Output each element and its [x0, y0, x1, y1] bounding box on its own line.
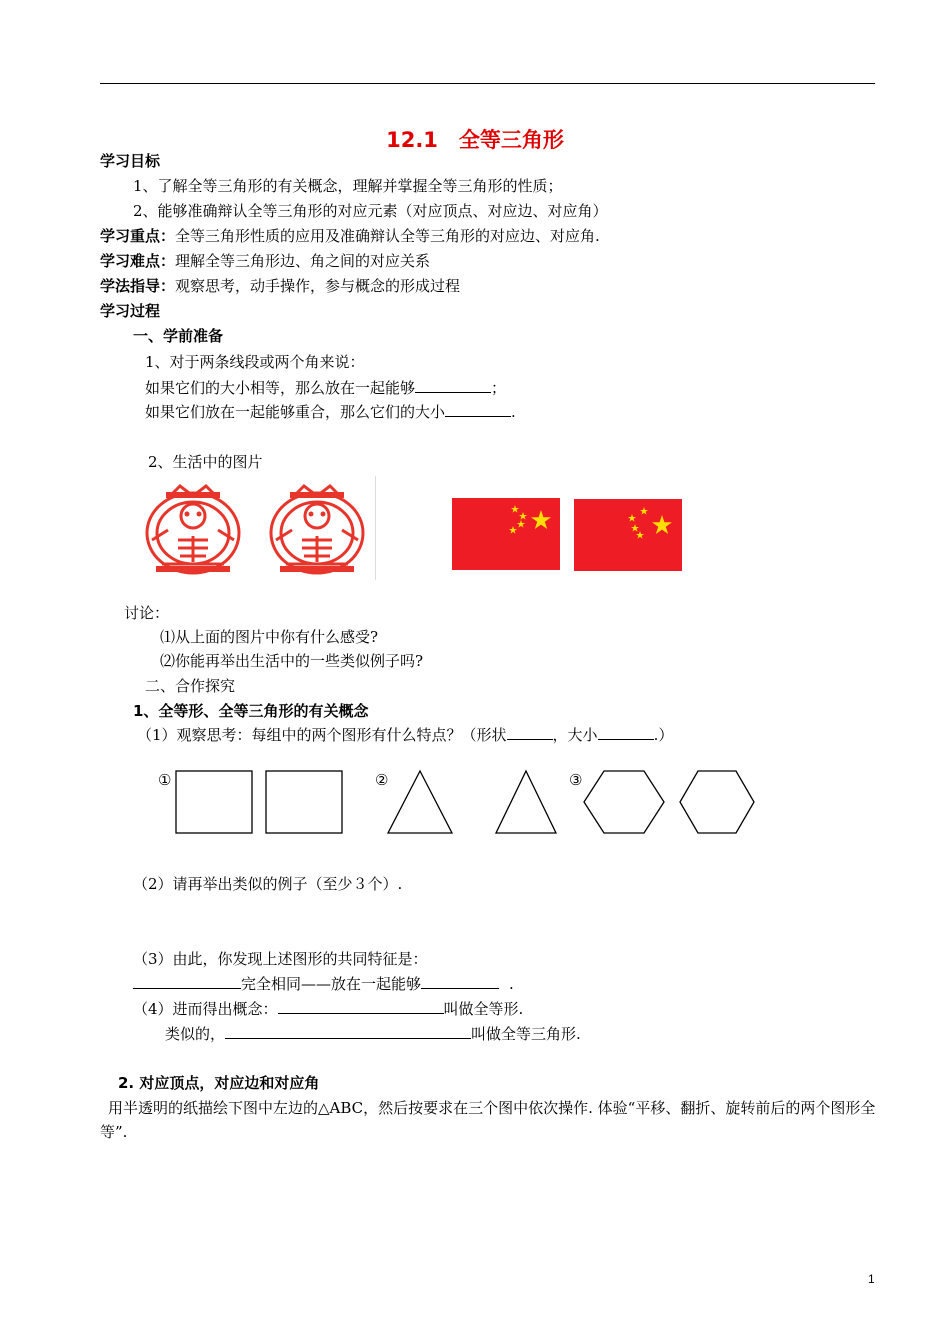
page-number: 1	[868, 1272, 875, 1286]
difficulty-label: 学习难点：	[100, 252, 176, 270]
explore-q4-end: 叫做全等形.	[443, 1000, 524, 1018]
explore-obs-text: （1）观察思考：每组中的两个图形有什么特点？（形状	[137, 726, 507, 744]
method-text: 观察思考，动手操作，参与概念的形成过程	[175, 277, 461, 295]
explore-obs-mid: ，大小	[552, 726, 598, 744]
prep-q1a-text: 如果它们的大小相等，那么放在一起能够	[145, 379, 416, 397]
shape-label-2: ②	[375, 771, 389, 789]
square-shape	[176, 771, 252, 833]
triangle-shape	[388, 771, 452, 833]
answer-blank[interactable]	[133, 974, 241, 989]
explore-q5-text: 类似的，	[165, 1025, 226, 1043]
prep-q1: 1、对于两条线段或两个角来说：	[145, 353, 365, 371]
shape-label-3: ③	[569, 771, 583, 789]
hexagon-shape	[680, 771, 754, 833]
answer-blank[interactable]	[445, 402, 511, 417]
explore-q5-end: 叫做全等三角形.	[471, 1025, 581, 1043]
objective-2: 2、能够准确辩认全等三角形的对应元素（对应顶点、对应边、对应角）	[133, 202, 608, 220]
explore-q4-text: （4）进而得出概念：	[133, 1000, 278, 1018]
discussion-q1: ⑴从上面的图片中你有什么感受?	[160, 628, 379, 646]
key-point-label: 学习重点：	[100, 227, 176, 245]
explore-sub1: 1、全等形、全等三角形的有关概念	[133, 702, 369, 720]
key-point-line	[100, 226, 600, 246]
discussion-label: 讨论：	[124, 604, 170, 622]
header-rule	[100, 83, 875, 84]
explore-obs-end: .）	[653, 726, 674, 744]
answer-blank[interactable]	[225, 1024, 471, 1039]
prep-q1a-end: ；	[491, 379, 507, 397]
explore-q3-mid: 完全相同——放在一起能够	[241, 975, 422, 993]
shape-label-1: ①	[158, 771, 172, 789]
objective-1: 1、了解全等三角形的有关概念，理解并掌握全等三角形的性质；	[133, 177, 563, 195]
difficulty-text: 理解全等三角形边、角之间的对应关系	[175, 252, 431, 270]
answer-blank[interactable]	[507, 725, 553, 740]
hexagon-shape	[584, 771, 664, 833]
difficulty-line	[100, 251, 430, 271]
answer-blank[interactable]	[278, 999, 444, 1014]
explore-obs	[137, 725, 673, 745]
answer-blank[interactable]	[421, 974, 499, 989]
method-line	[100, 276, 460, 296]
explore-q3: （3）由此，你发现上述图形的共同特征是：	[133, 950, 428, 968]
explore-q2: （2）请再举出类似的例子（至少３个）.	[133, 875, 403, 893]
key-point-text: 全等三角形性质的应用及准确辩认全等三角形的对应边、对应角.	[175, 227, 600, 245]
congruent-shapes-figure	[170, 765, 770, 840]
explore-q5	[165, 1024, 581, 1044]
explore-paragraph: 用半透明的纸描绘下图中左边的△ABC，然后按要求在三个图中依次操作. 体验“平移、翻折、旋转前后的两个图形全等”.	[100, 1099, 876, 1141]
answer-blank[interactable]	[415, 378, 491, 393]
prep-q1b-text: 如果它们放在一起能够重合，那么它们的大小	[145, 403, 446, 421]
explore-q3-end: .	[509, 975, 514, 993]
explore-sub2: 2. 对应顶点，对应边和对应角	[118, 1074, 320, 1092]
explore-q3-line	[133, 974, 514, 994]
flag-image-1	[452, 498, 560, 570]
page-title: 12.1 全等三角形	[386, 128, 564, 152]
triangle-shape	[496, 771, 556, 833]
square-shape	[266, 771, 342, 833]
prep-heading: 一、学前准备	[133, 327, 224, 345]
flag-image-2	[574, 499, 682, 571]
image-divider	[375, 476, 376, 580]
answer-blank[interactable]	[598, 725, 654, 740]
process-heading: 学习过程	[100, 302, 161, 320]
objectives-heading: 学习目标	[100, 152, 161, 170]
papercut-image-1	[138, 478, 248, 578]
method-label: 学法指导：	[100, 277, 176, 295]
explore-heading: 二、合作探究	[145, 677, 236, 695]
prep-q1b	[145, 402, 516, 422]
papercut-image-2	[262, 478, 372, 578]
explore-q4	[133, 999, 523, 1019]
prep-q2: 2、生活中的图片	[148, 453, 263, 471]
prep-q1b-end: .	[511, 403, 516, 421]
prep-q1a	[145, 378, 506, 398]
discussion-q2: ⑵你能再举出生活中的一些类似例子吗?	[160, 652, 424, 670]
